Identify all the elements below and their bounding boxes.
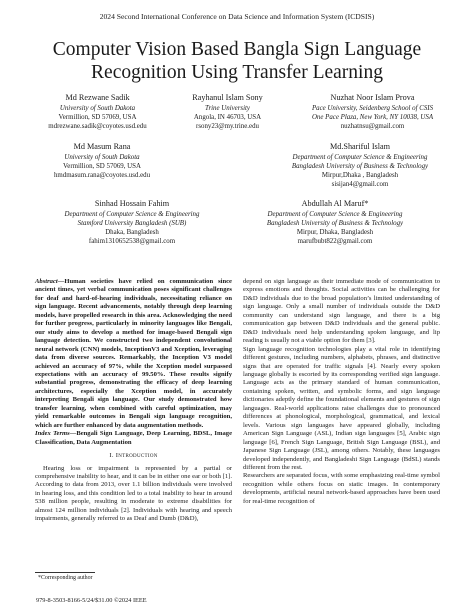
- author-address: Dhaka, Bangladesh: [105, 229, 159, 237]
- author-name: Md.Shariful Islam: [329, 142, 391, 151]
- author-block: [240, 199, 430, 247]
- abstract: [35, 278, 232, 430]
- author-block: [165, 93, 290, 131]
- copyright-line: 979-8-3503-8166-5/24/$31.00 ©2024 IEEE: [36, 597, 147, 604]
- author-affiliation-2: Bangladesh University of Business & Technology: [291, 162, 429, 170]
- footnote-rule: [35, 572, 95, 573]
- author-affiliation: Trine University: [205, 104, 250, 112]
- title-line-2: Recognition Using Transfer Learning: [91, 62, 383, 83]
- author-affiliation: Department of Computer Science & Engineering: [292, 153, 428, 161]
- author-block: [22, 142, 182, 180]
- author-block: [35, 93, 160, 131]
- author-affiliation: University of South Dakota: [59, 104, 136, 112]
- conference-header: 2024 Second International Conference on Data Science and Information System (ICDSIS): [99, 12, 375, 21]
- body-paragraph: Researchers are separated focus, with some emphasizing real-time symbol recognition while others focus on static images. In contemporary developments, artificial neural network-based approaches have been used for real-time recognition of: [243, 472, 440, 505]
- author-name: Nuzhat Noor Islam Prova: [330, 93, 415, 102]
- author-email: hmdmasum.rana@coyotes.usd.edu: [53, 172, 151, 180]
- author-name: Rayhanul Islam Sony: [192, 93, 263, 102]
- author-address: Vermillion, SD 57069, USA: [63, 162, 141, 170]
- body-paragraph: Sign language recognition technologies play a vital role in identifying different gestures, including numbers, alphabets, phrases, and distinctive signs that are operated for traffic signals [4]. Nearly every spoken language globally is escorted by its corresponding verified sign language. Language acts as the primary standard of human communication, containing spoken, written, and symbolic forms, and sign language dictionaries adeptly define the foundational elements and gestures of sign languages. Real-world applications raise challenges due to pronounced differences at phonological, morphological, grammatical, and lexical levels. Various sign languages have appeared globally, including American Sign Language (ASL), Indian sign languages [5], Arabic sign language [6], French Sign Language, British Sign Language (BSL), and Japanese Sign Language (JSL), among others. Notably, these languages developed independently, and Bangladeshi Sign Language (BdSL) stands different from the rest.: [243, 345, 440, 471]
- author-affiliation: University of South Dakota: [64, 153, 140, 161]
- author-affiliation-2: Bangladesh University of Business & Technology: [266, 219, 404, 227]
- author-email: rsony23@my.trine.edu: [196, 123, 259, 131]
- author-affiliation-2: Stamford University Bangladesh (SUB): [77, 219, 187, 227]
- author-block: [265, 142, 455, 190]
- title-line-1: Computer Vision Based Bangla Sign Language: [52, 39, 422, 60]
- author-address: Angola, IN 46703, USA: [193, 113, 262, 121]
- index-terms-text: —Bengali Sign Language, Deep Learning, BDSL, Image Classification, Data Augmentation: [35, 430, 232, 446]
- author-name: Sinhad Hossain Fahim: [94, 199, 170, 208]
- abstract-lead: Abstract: [35, 278, 58, 285]
- author-affiliation: Department of Computer Science & Engineering: [64, 210, 200, 218]
- index-terms: [35, 430, 232, 447]
- author-address: Vermillion, SD 57069, USA: [58, 113, 137, 121]
- left-column: [35, 278, 232, 524]
- body-paragraph: depend on sign language as their immediate mode of communication to express emotions and thoughts. Social activities can be challenging for D&D individuals due to the broad population’s limited understanding of sign language. Only a small number of individuals outside the D&D community can understand sign language, and there is a big communication gap between D&D individuals and the general public. D&D individuals need help understanding spoken language, and lip reading is usually not a viable option for them [3].: [243, 278, 440, 345]
- author-email: fahim1310652538@gmail.com: [88, 238, 176, 246]
- author-address: Mirpur, Dhaka, Bangladesh: [296, 229, 374, 237]
- author-block: [42, 199, 222, 247]
- section-heading: I. Introduction: [109, 452, 158, 460]
- author-affiliation: Department of Computer Science & Engineering: [267, 210, 403, 218]
- index-terms-lead: Index Terms: [35, 430, 70, 438]
- author-email: nuzhatnsu@gmail.com: [340, 123, 405, 131]
- author-name: Md Rezwane Sadik: [65, 93, 130, 102]
- paper-title: [20, 38, 454, 84]
- author-name: Md Masum Rana: [73, 142, 131, 151]
- author-email: sisijan4@gmail.com: [331, 181, 389, 189]
- author-block: [290, 93, 455, 131]
- author-affiliation: Pace University, Seidenberg School of CSIS: [311, 104, 434, 112]
- author-address: One Pace Plaza, New York, NY 10038, USA: [311, 113, 434, 121]
- footnote: *Corresponding author: [38, 575, 93, 581]
- author-email: mdrezwane.sadik@coyotes.usd.edu: [48, 123, 147, 131]
- author-address: Mirpur,Dhaka , Bangladesh: [321, 172, 399, 180]
- right-column: [243, 278, 440, 506]
- author-email: marufbubt822@gmail.com: [297, 238, 373, 246]
- author-name: Abdullah Al Maruf*: [301, 199, 369, 208]
- abstract-text: —Human societies have relied on communication since ancient times, yet verbal communication poses significant challenges for deaf and hard-of-hearing individuals, necessitating reliance on sign language. Recent advancements, notably through deep learning models, have propelled research in this area. Acknowledging the need for further progress, particularly in minority languages like Bengali, our study aims to develop a method for image-based Bengali sign language detection. We constructed two independent convolutional neural network (CNN) models, InceptionV3 and Xception, leveraging data from diverse sources. Remarkably, the Inception V3 model achieved an accuracy of 97%, while the Xception model surpassed expectations with an accuracy of 99.50%. These results signify substantial progress, demonstrating the efficacy of deep learning architectures, especially the Xception model, in accurately interpreting Bengali sign language. Our study demonstrated how transfer learning, when combined with careful optimization, may yield remarkable outcomes in Bengali sign language recognition, which are further enhanced by data augmentation methods.: [35, 278, 232, 429]
- intro-paragraph: Hearing loss or impairment is represented by a partial or comprehensive inability to hear, and it can be in either one ear or both [1]. According to data from 2013, over 1.1 billion individuals were involved in hearing loss, and this condition led to a total inability to hear in around 538 million people, resulting in moderate to extreme disabilities for almost 124 million individuals [2]. Individuals with hearing and speech impairments, generally referred to as Deaf and Dumb (D&D),: [35, 464, 232, 523]
